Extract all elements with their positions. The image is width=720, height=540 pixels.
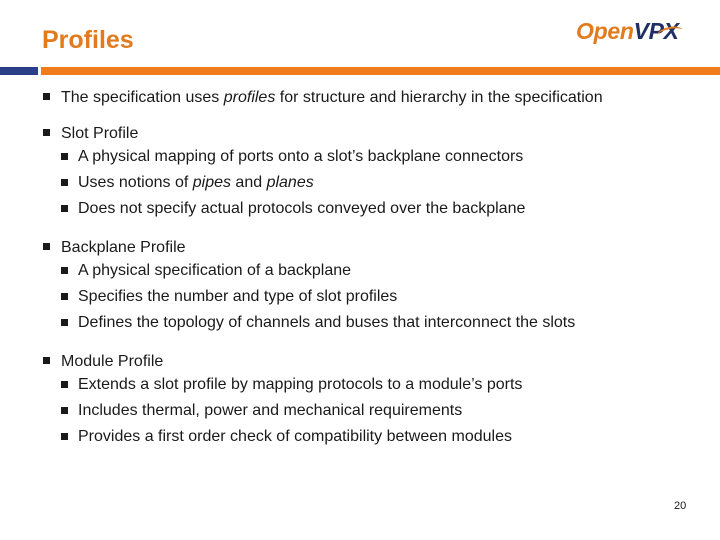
sub-bullet-item [43, 196, 693, 222]
square-bullet-icon [43, 357, 50, 364]
bullet-text: Module Profile [61, 353, 164, 370]
bullet-item-4 [43, 352, 693, 372]
sub-bullet-text: Includes thermal, power and mechanical requirements [78, 402, 463, 419]
sub-bullet-item [43, 310, 693, 336]
square-bullet-icon [61, 407, 68, 414]
square-bullet-icon [61, 433, 68, 440]
square-bullet-icon [43, 93, 50, 100]
page-number: 20 [674, 500, 687, 512]
sub-bullet-text: Defines the topology of channels and buses that interconnect the slots [78, 314, 576, 331]
logo-text-vpx: VPX [634, 18, 679, 45]
sub-bullet-text: Provides a first order check of compatibility between modules [78, 428, 512, 445]
slide-content [43, 88, 693, 450]
bullet-text: Slot Profile [61, 125, 139, 142]
bullet-item-2 [43, 124, 693, 144]
square-bullet-icon [43, 243, 50, 250]
sub-bullet-text: Extends a slot profile by mapping protocols to a module’s ports [78, 376, 523, 393]
square-bullet-icon [61, 267, 68, 274]
square-bullet-icon [61, 153, 68, 160]
header-bar-orange [41, 67, 720, 75]
header-bar-blue [0, 67, 38, 75]
sub-bullet-text: Specifies the number and type of slot profiles [78, 288, 398, 305]
sub-bullet-text: A physical specification of a backplane [78, 262, 352, 279]
slide-title: Profiles [42, 26, 134, 54]
bullet-item-3 [43, 238, 693, 258]
bullet-text: The specification uses profiles for structure and hierarchy in the specification [61, 89, 603, 106]
sub-bullet-text: Does not specify actual protocols conveyed over the backplane [78, 200, 526, 217]
square-bullet-icon [61, 293, 68, 300]
sub-bullet-item [43, 258, 693, 284]
sub-bullet-item [43, 170, 693, 196]
square-bullet-icon [61, 179, 68, 186]
sub-bullet-text: A physical mapping of ports onto a slot’s backplane connectors [78, 148, 524, 165]
openvpx-logo [576, 17, 679, 45]
bullet-item-1 [43, 88, 693, 108]
bullet-text: Backplane Profile [61, 239, 186, 256]
sub-bullet-item [43, 372, 693, 398]
sub-bullet-item [43, 424, 693, 450]
logo-text-open: Open [576, 17, 634, 44]
sub-bullet-text: Uses notions of pipes and planes [78, 174, 314, 191]
square-bullet-icon [61, 205, 68, 212]
square-bullet-icon [61, 381, 68, 388]
sub-bullet-item [43, 284, 693, 310]
square-bullet-icon [43, 129, 50, 136]
square-bullet-icon [61, 319, 68, 326]
sub-bullet-item [43, 398, 693, 424]
sub-bullet-item [43, 144, 693, 170]
